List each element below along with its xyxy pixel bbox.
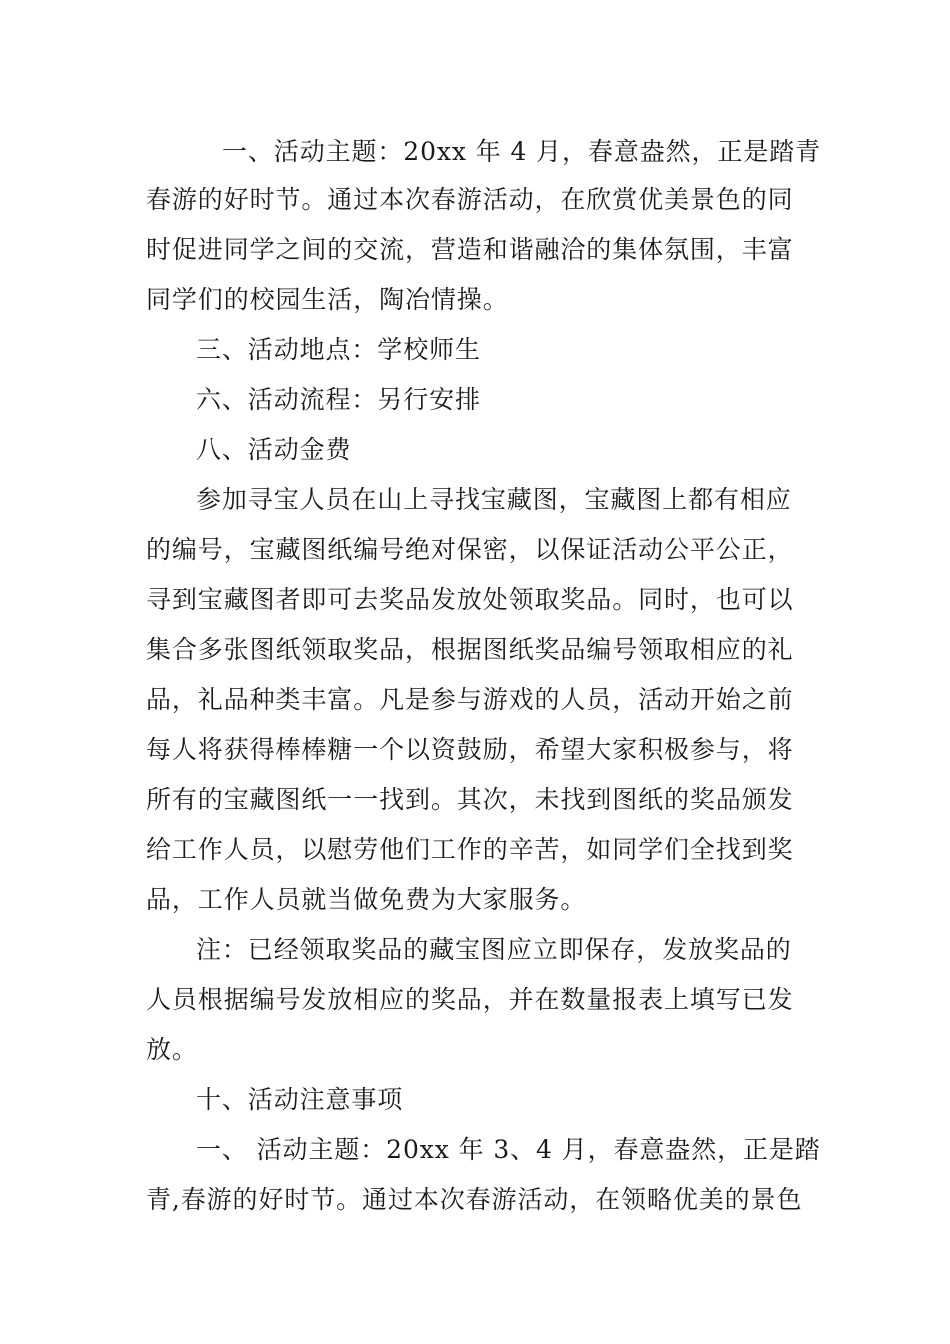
treasure-paragraph-line-7: 所有的宝藏图纸一一找到。其次，未找到图纸的奖品颁发 (146, 785, 794, 814)
section-precautions-heading: 十、活动注意事项 (196, 1085, 404, 1114)
treasure-paragraph-line-6: 每人将获得棒棒糖一个以资鼓励，希望大家积极参与，将 (146, 735, 794, 764)
section-process-heading: 六、活动流程：另行安排 (196, 385, 481, 414)
section-location-heading: 三、活动地点：学校师生 (196, 335, 481, 364)
note-paragraph-line-3: 放。 (146, 1035, 198, 1064)
section-fees-heading: 八、活动金费 (196, 435, 352, 464)
treasure-paragraph-line-1: 参加寻宝人员在山上寻找宝藏图，宝藏图上都有相应 (196, 485, 792, 514)
theme2-paragraph-line-1: 一、 活动主题：20xx 年 3、4 月，春意盎然，正是踏 (196, 1135, 821, 1164)
treasure-paragraph-line-8: 给工作人员，以慰劳他们工作的辛苦，如同学们全找到奖 (146, 835, 794, 864)
treasure-paragraph-line-2: 的编号，宝藏图纸编号绝对保密，以保证活动公平公正， (146, 535, 794, 564)
note-paragraph-line-1: 注：已经领取奖品的藏宝图应立即保存，发放奖品的 (196, 935, 792, 964)
treasure-paragraph-line-3: 寻到宝藏图者即可去奖品发放处领取奖品。同时，也可以 (146, 585, 794, 614)
theme2-paragraph-line-2: 青,春游的好时节。通过本次春游活动，在领略优美的景色 (146, 1185, 803, 1214)
theme-paragraph-line-3: 时促进同学之间的交流，营造和谐融洽的集体氛围，丰富 (146, 235, 794, 264)
theme-paragraph-line-1: 一、活动主题：20xx 年 4 月，春意盎然，正是踏青 (222, 137, 822, 166)
theme-paragraph-line-4: 同学们的校园生活，陶冶情操。 (146, 285, 509, 314)
treasure-paragraph-line-5: 品，礼品种类丰富。凡是参与游戏的人员，活动开始之前 (146, 685, 794, 714)
treasure-paragraph-line-9: 品，工作人员就当做免费为大家服务。 (146, 885, 587, 914)
note-paragraph-line-2: 人员根据编号发放相应的奖品，并在数量报表上填写已发 (146, 985, 794, 1014)
treasure-paragraph-line-4: 集合多张图纸领取奖品，根据图纸奖品编号领取相应的礼 (146, 635, 794, 664)
theme-paragraph-line-2: 春游的好时节。通过本次春游活动，在欣赏优美景色的同 (146, 185, 794, 214)
